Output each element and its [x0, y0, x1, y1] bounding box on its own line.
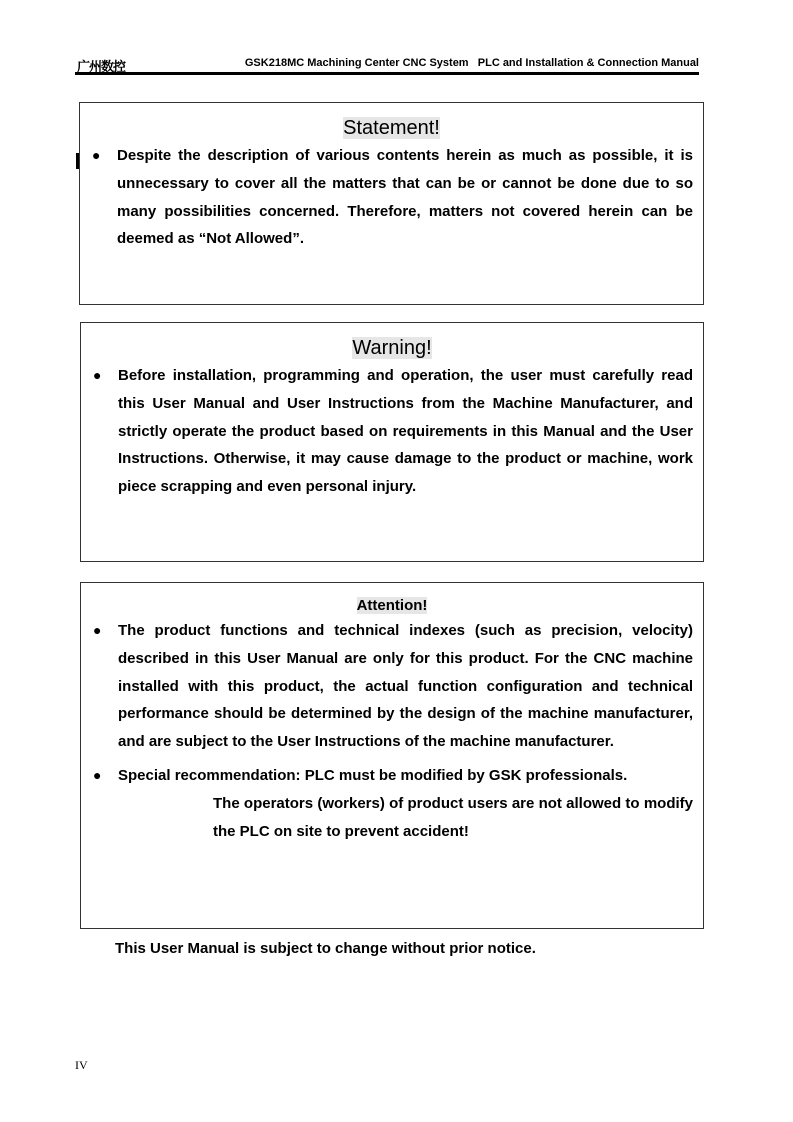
bullet-icon: ● [92, 147, 101, 163]
warning-box [80, 322, 704, 562]
statement-item: ● Despite the description of various contents herein as much as possible, it is unnecessary to cover all the matters that can be or cannot be done due to so many possibilities concerned. Therefore, matters not covered herein can be deemed as “Not Allowed”. [80, 142, 703, 253]
attention-item: ● Special recommendation: PLC must be modified by GSK professionals. [81, 762, 703, 790]
bullet-icon: ● [93, 766, 102, 783]
attention-box [80, 582, 704, 929]
warning-title: Warning! [352, 337, 432, 359]
attention-title: Attention! [356, 597, 428, 614]
footer-note: This User Manual is subject to change without prior notice. [115, 940, 536, 957]
statement-title: Statement! [343, 117, 440, 139]
attention-continuation: The operators (workers) of product users are not allowed to modify the PLC on site to prevent accident! [213, 794, 693, 840]
attention-item: ● The product functions and technical indexes (such as precision, velocity) described in this User Manual are only for this product. For the CNC machine installed with this product, the actual function configuration and technical performance should be determined by the design of the machine manufacturer, and are subject to the User Instructions of the machine manufacturer. [81, 617, 703, 756]
header-title: GSK218MC Machining Center CNC System PLC and Installation & Connection Manual [244, 57, 699, 69]
page-number: IV [75, 1058, 88, 1072]
bullet-icon: ● [93, 622, 102, 638]
page-header [75, 55, 699, 75]
bullet-icon: ● [93, 367, 102, 383]
gsk-logo: 广州数控 [77, 59, 126, 74]
warning-item: ● Before installation, programming and operation, the user must carefully read this User Manual and User Instructions from the Machine Manufacturer, and strictly operate the product based on requirements in this Manual and the User Instructions. Otherwise, it may cause damage to the product or machine, work piece scrapping and even personal injury. [81, 362, 703, 501]
statement-box [79, 102, 704, 305]
